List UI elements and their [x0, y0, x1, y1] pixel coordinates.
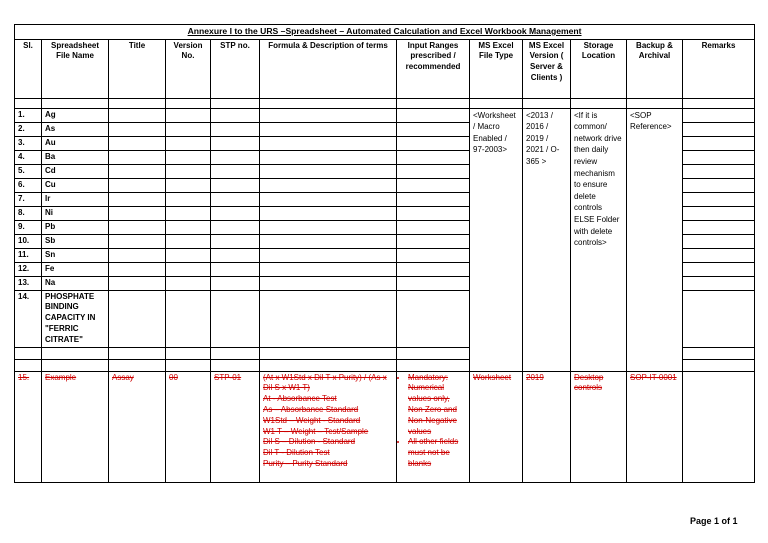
- example-formula: [260, 371, 397, 482]
- row-sl: 12.: [15, 262, 42, 276]
- header-input-ranges: Input Ranges prescribed / recommended: [397, 39, 470, 98]
- row-sl: 11.: [15, 248, 42, 262]
- empty-cell: [211, 108, 260, 122]
- remarks-cell: [683, 164, 755, 178]
- empty-cell: [397, 164, 470, 178]
- empty-cell: [397, 220, 470, 234]
- remarks-cell: [683, 276, 755, 290]
- empty-cell: [166, 192, 211, 206]
- empty-cell: [166, 359, 211, 371]
- row-file-name: Au: [42, 136, 109, 150]
- row-file-name: Ir: [42, 192, 109, 206]
- empty-cell: [211, 234, 260, 248]
- empty-cell: [397, 359, 470, 371]
- remarks-cell: [683, 192, 755, 206]
- table-row: [15, 108, 755, 122]
- header-version: Version No.: [166, 39, 211, 98]
- remarks-cell: [683, 347, 755, 359]
- row-file-name: Na: [42, 276, 109, 290]
- empty-cell: [211, 276, 260, 290]
- empty-cell: [109, 276, 166, 290]
- empty-cell: [397, 122, 470, 136]
- empty-cell: [166, 234, 211, 248]
- empty-cell: [166, 347, 211, 359]
- empty-cell: [260, 192, 397, 206]
- empty-cell: [397, 108, 470, 122]
- empty-cell: [260, 234, 397, 248]
- formula-line: As – Absorbance Standard: [263, 404, 359, 414]
- empty-cell: [260, 347, 397, 359]
- empty-cell: [260, 108, 397, 122]
- empty-cell: [260, 276, 397, 290]
- row-file-name: PHOSPHATE BINDING CAPACITY IN "FERRIC CITRATE": [42, 290, 109, 347]
- empty-cell: [211, 178, 260, 192]
- row-file-name: Cd: [42, 164, 109, 178]
- empty-cell: [211, 248, 260, 262]
- empty-cell: [109, 164, 166, 178]
- row-sl: 7.: [15, 192, 42, 206]
- remarks-cell: [683, 206, 755, 220]
- row-sl: 2.: [15, 122, 42, 136]
- empty-cell: [397, 262, 470, 276]
- row-file-name: Ba: [42, 150, 109, 164]
- input-rule: • All other fields must not be blanks: [408, 437, 466, 469]
- row-file-name: As: [42, 122, 109, 136]
- row-sl: 4.: [15, 150, 42, 164]
- row-file-name: Pb: [42, 220, 109, 234]
- empty-cell: [109, 359, 166, 371]
- empty-cell: [211, 220, 260, 234]
- blank-row: [15, 98, 755, 108]
- row-file-name: Fe: [42, 262, 109, 276]
- remarks-cell: [683, 136, 755, 150]
- header-remarks: Remarks: [683, 39, 755, 98]
- empty-cell: [109, 290, 166, 347]
- remarks-cell: [683, 359, 755, 371]
- empty-cell: [260, 290, 397, 347]
- empty-cell: [15, 347, 42, 359]
- empty-cell: [397, 290, 470, 347]
- header-row: [15, 39, 755, 98]
- empty-cell: [260, 262, 397, 276]
- empty-cell: [260, 122, 397, 136]
- row-file-name: Sn: [42, 248, 109, 262]
- row-sl: 10.: [15, 234, 42, 248]
- remarks-cell: [683, 108, 755, 122]
- empty-cell: [166, 122, 211, 136]
- empty-cell: [260, 178, 397, 192]
- empty-cell: [211, 262, 260, 276]
- row-sl: 13.: [15, 276, 42, 290]
- empty-cell: [166, 108, 211, 122]
- remarks-cell: [683, 178, 755, 192]
- empty-cell: [260, 220, 397, 234]
- empty-cell: [109, 248, 166, 262]
- empty-cell: [260, 248, 397, 262]
- empty-cell: [260, 164, 397, 178]
- remarks-cell: [683, 248, 755, 262]
- empty-cell: [260, 359, 397, 371]
- empty-cell: [260, 206, 397, 220]
- formula-line: Purity – Purity Standard: [263, 458, 348, 468]
- empty-cell: [166, 276, 211, 290]
- empty-cell: [397, 347, 470, 359]
- example-title: Assay: [109, 371, 166, 482]
- empty-cell: [397, 136, 470, 150]
- input-rule: • Mandatory: Numerical values only, Non Zero and Non-Negative values: [408, 373, 466, 438]
- empty-cell: [211, 359, 260, 371]
- example-name: Example: [42, 371, 109, 482]
- empty-cell: [166, 290, 211, 347]
- header-sl: Sl.: [15, 39, 42, 98]
- page-number: Page 1 of 1: [690, 516, 738, 526]
- remarks-cell: [683, 150, 755, 164]
- empty-cell: [15, 359, 42, 371]
- remarks-cell: [683, 262, 755, 276]
- formula-line: W1Std – Weight - Standard: [263, 415, 361, 425]
- empty-cell: [397, 150, 470, 164]
- empty-cell: [211, 164, 260, 178]
- empty-cell: [166, 262, 211, 276]
- header-file-name: Spreadsheet File Name: [42, 39, 109, 98]
- example-sl: 15.: [15, 371, 42, 482]
- example-storage: Desktop controls: [571, 371, 627, 482]
- header-storage: Storage Location: [571, 39, 627, 98]
- empty-cell: [166, 178, 211, 192]
- empty-cell: [397, 192, 470, 206]
- empty-cell: [166, 220, 211, 234]
- formula-line: Dil S – Dilution - Standard: [263, 437, 356, 447]
- document-title: Annexure I to the URS –Spreadsheet – Automated Calculation and Excel Workbook Management: [15, 25, 755, 40]
- row-sl: 14.: [15, 290, 42, 347]
- example-input-ranges: [397, 371, 470, 482]
- header-stp: STP no.: [211, 39, 260, 98]
- row-sl: 9.: [15, 220, 42, 234]
- empty-cell: [211, 206, 260, 220]
- empty-cell: [109, 234, 166, 248]
- empty-cell: [109, 192, 166, 206]
- example-backup: SOP-IT-0001: [627, 371, 683, 482]
- empty-cell: [166, 248, 211, 262]
- formula-line: W1 T – Weight – Test/Sample: [263, 426, 369, 436]
- empty-cell: [166, 164, 211, 178]
- empty-cell: [109, 262, 166, 276]
- empty-cell: [109, 206, 166, 220]
- formula-line: (At x W1Std x Dil T x Purity) / (As x Dil S x W1 T): [263, 372, 387, 393]
- example-file-type: Worksheet: [470, 371, 523, 482]
- empty-cell: [397, 206, 470, 220]
- example-excel-version: 2019: [523, 371, 571, 482]
- header-excel-version: MS Excel Version ( Server & Clients ): [523, 39, 571, 98]
- row-sl: 8.: [15, 206, 42, 220]
- empty-cell: [109, 150, 166, 164]
- empty-cell: [260, 150, 397, 164]
- header-formula: Formula & Description of terms: [260, 39, 397, 98]
- storage-note: <If it is common/ network drive then daily review mechanism to ensure delete controls ELSE Folder with delete controls>: [571, 108, 627, 371]
- remarks-cell: [683, 122, 755, 136]
- remarks-cell: [683, 234, 755, 248]
- empty-cell: [109, 178, 166, 192]
- example-remarks: [683, 371, 755, 482]
- empty-cell: [397, 248, 470, 262]
- empty-cell: [109, 122, 166, 136]
- empty-cell: [211, 192, 260, 206]
- empty-cell: [166, 206, 211, 220]
- empty-cell: [260, 136, 397, 150]
- input-rules-list: [400, 373, 466, 470]
- empty-cell: [211, 136, 260, 150]
- empty-cell: [211, 150, 260, 164]
- row-sl: 1.: [15, 108, 42, 122]
- row-sl: 6.: [15, 178, 42, 192]
- annexure-table: [14, 24, 755, 483]
- row-sl: 5.: [15, 164, 42, 178]
- excel-version-note: <2013 / 2016 / 2019 / 2021 / O-365 >: [523, 108, 571, 371]
- backup-note: <SOP Reference>: [627, 108, 683, 371]
- example-row: [15, 371, 755, 482]
- empty-cell: [42, 347, 109, 359]
- empty-cell: [397, 234, 470, 248]
- empty-cell: [211, 347, 260, 359]
- remarks-cell: [683, 220, 755, 234]
- empty-cell: [397, 276, 470, 290]
- formula-line: At - Absorbance Test: [263, 394, 337, 404]
- empty-cell: [397, 178, 470, 192]
- header-backup: Backup & Archival: [627, 39, 683, 98]
- example-version: 00: [166, 371, 211, 482]
- formula-line: Dil T - Dilution Test: [263, 448, 330, 458]
- row-file-name: Ni: [42, 206, 109, 220]
- header-title: Title: [109, 39, 166, 98]
- empty-cell: [211, 122, 260, 136]
- empty-cell: [109, 108, 166, 122]
- empty-cell: [109, 136, 166, 150]
- empty-cell: [166, 136, 211, 150]
- empty-cell: [166, 150, 211, 164]
- row-sl: 3.: [15, 136, 42, 150]
- empty-cell: [109, 347, 166, 359]
- empty-cell: [42, 359, 109, 371]
- header-file-type: MS Excel File Type: [470, 39, 523, 98]
- empty-cell: [109, 220, 166, 234]
- row-file-name: Ag: [42, 108, 109, 122]
- remarks-cell: [683, 290, 755, 347]
- row-file-name: Sb: [42, 234, 109, 248]
- empty-cell: [211, 290, 260, 347]
- example-stp: STP-01: [211, 371, 260, 482]
- row-file-name: Cu: [42, 178, 109, 192]
- file-type-note: <Worksheet / Macro Enabled / 97-2003>: [470, 108, 523, 371]
